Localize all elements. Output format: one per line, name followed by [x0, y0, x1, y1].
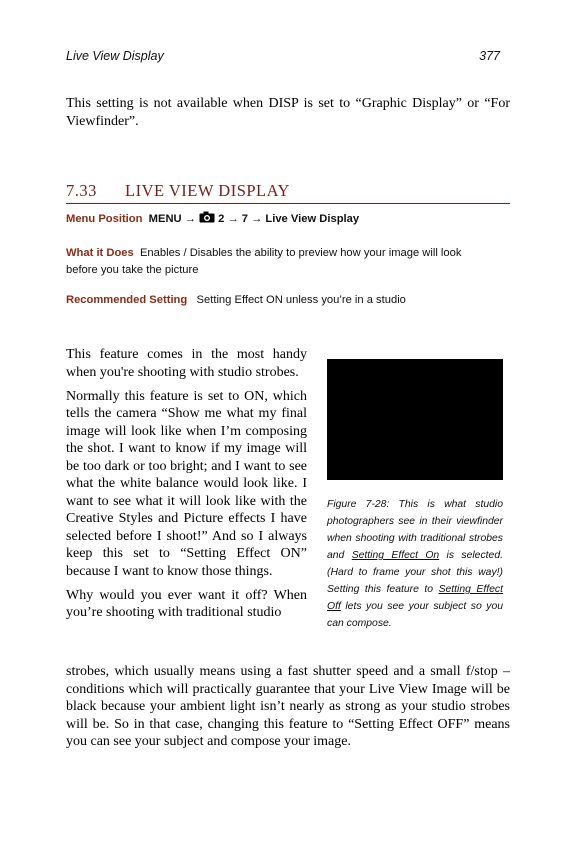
what-it-does-label: What it Does	[66, 247, 134, 259]
camera-icon	[199, 211, 215, 223]
body-column	[66, 346, 307, 628]
caption-text-1: Figure 7-28: This is what studio photographers see in their viewfinder when shooting with traditional strobes and	[327, 499, 503, 561]
recommended-setting-label: Recommended Setting	[66, 294, 188, 306]
running-head	[66, 49, 500, 65]
recommended-setting-line	[66, 292, 486, 309]
figure-caption	[327, 496, 503, 632]
section-heading	[66, 179, 510, 204]
caption-link-setting-effect-off: Setting Effect Off	[327, 584, 503, 612]
caption-text-3: lets you see your subject so you can compose.	[327, 601, 503, 629]
menu-path-rest: 2 → 7 → Live View Display	[218, 213, 360, 225]
what-it-does-text: Enables / Disables the ability to preview how your image will look before you take the picture	[66, 247, 462, 276]
page-number: 377	[479, 49, 500, 63]
section-title: LIVE VIEW DISPLAY	[125, 181, 290, 200]
figure-black-viewfinder-image	[327, 359, 503, 480]
caption-text-2: is selected. (Hard to frame your shot this way!) Setting this feature to	[327, 550, 503, 595]
body-paragraph-3-start: Why would you ever want it off? When you’re shooting with traditional studio	[66, 587, 307, 620]
body-paragraph-1: This feature comes in the most handy when you're shooting with studio strobes.	[66, 347, 307, 380]
what-it-does-block	[66, 245, 486, 278]
running-head-title: Live View Display	[66, 49, 164, 63]
section-number: 7.33	[66, 181, 97, 200]
menu-path-start: MENU →	[148, 213, 196, 225]
intro-paragraph: This setting is not available when DISP is set to “Graphic Display” or “For Viewfinder”.	[66, 96, 510, 129]
body-paragraph-2: Normally this feature is set to ON, which tells the camera “Show me what my final image will look like when I’m composing the shot. I want to know if my image will be too dark or too bright; and I want to see what the white balance would look like. I want to see what it will look like with the Creative Styles and Picture effects I have selected before I shoot!” And so I always keep this set to “Setting Effect ON” because I want to know those things.	[66, 388, 307, 579]
caption-link-setting-effect-on: Setting Effect On	[351, 550, 440, 561]
menu-position-label: Menu Position	[66, 213, 143, 225]
recommended-setting-text: Setting Effect ON unless you’re in a studio	[196, 294, 406, 306]
body-paragraph-3-continued: strobes, which usually means using a fast shutter speed and a small f/stop – conditions which will practically guarantee that your Live View Image will be black because your ambient light isn’t nearly as strong as your studio strobes will be. So in that case, changing this feature to “Setting Effect OFF” means you can see your subject and compose your image.	[66, 664, 510, 749]
menu-position-line	[66, 211, 486, 228]
